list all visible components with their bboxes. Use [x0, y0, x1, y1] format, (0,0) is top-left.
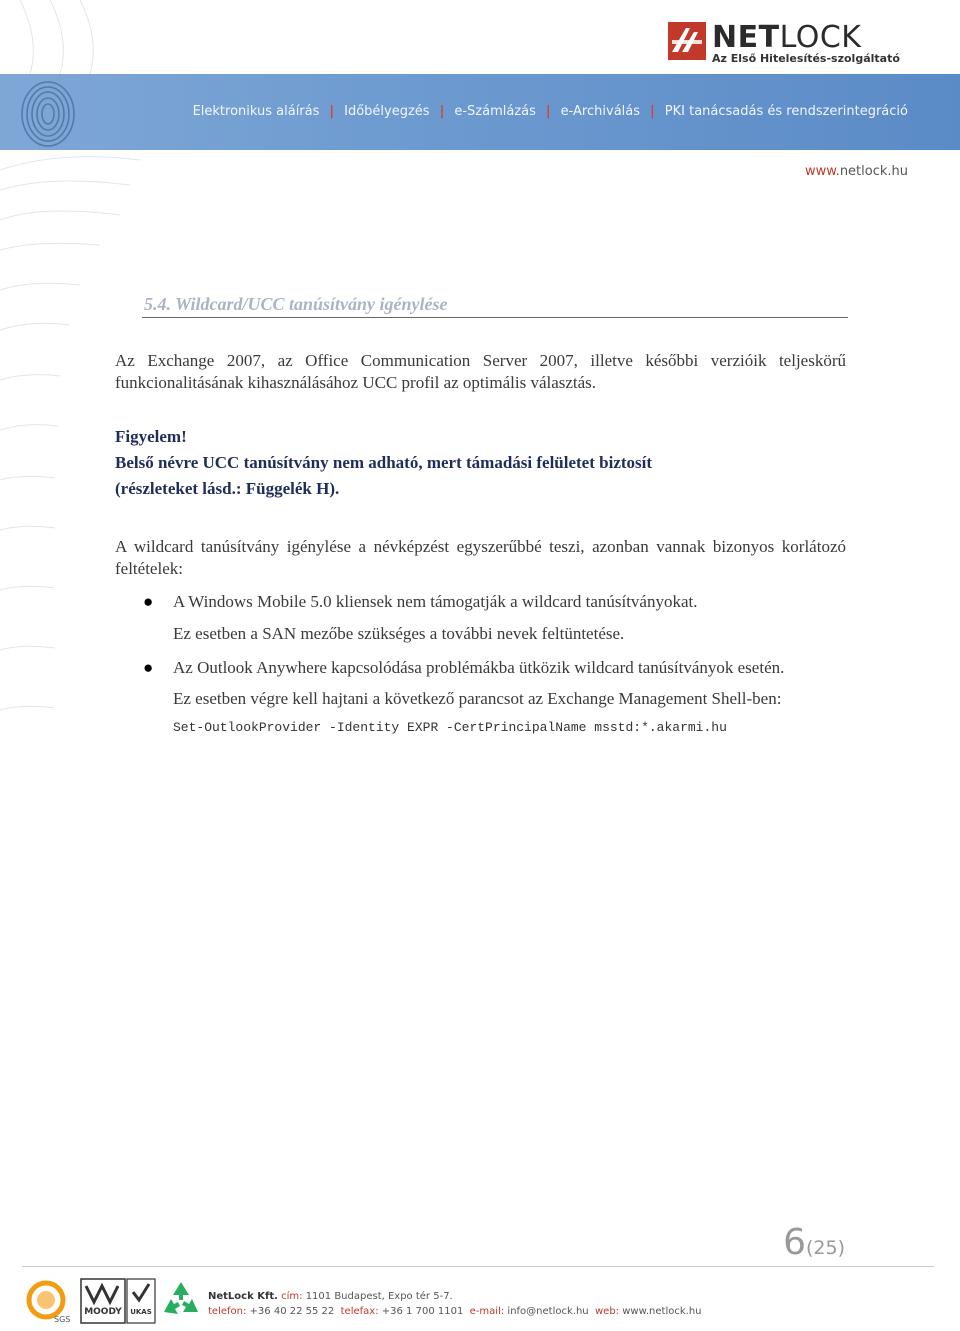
nav-separator: |	[545, 104, 551, 119]
warning-line-2: (részleteket lásd.: Függelék H).	[115, 479, 340, 498]
logo-subtitle: Az Első Hitelesítés-szolgáltató	[712, 52, 900, 65]
moody-certification-badge	[80, 1278, 126, 1324]
svg-text:MOODY: MOODY	[84, 1307, 122, 1317]
email-link[interactable]: info@netlock.hu	[507, 1306, 589, 1317]
web-link[interactable]: www.netlock.hu	[622, 1306, 702, 1317]
list-item-main: Az Outlook Anywhere kapcsolódása problémákba ütközik wildcard tanúsítványok esetén.	[173, 658, 785, 677]
website-link[interactable]: www.netlock.hu	[804, 164, 908, 179]
footer-divider	[22, 1266, 934, 1267]
nav-separator: |	[650, 104, 655, 119]
nav-item-e-signature[interactable]: Elektronikus aláírás	[192, 104, 320, 119]
list-item-sub: Ez esetben a SAN mezőbe szükséges a további nevek feltüntetése.	[173, 624, 625, 643]
bullet-icon: ●	[143, 658, 154, 677]
wildcard-paragraph: A wildcard tanúsítvány igénylése a névképzést egyszerűbbé teszi, azonban vannak bizonyos korlátozó feltételek:	[115, 537, 846, 578]
nav-separator: |	[439, 104, 445, 119]
logo-mark-icon	[668, 22, 706, 60]
nav-item-timestamp[interactable]: Időbélyegzés	[344, 104, 430, 119]
nav-separator: |	[329, 104, 335, 119]
recycle-icon	[158, 1278, 204, 1324]
section-divider	[142, 317, 848, 318]
footer-contact: NetLock Kft. cím: 1101 Budapest, Expo tér 5-7. telefon: +36 40 22 55 22 telefax: +36 1 700 1101 e-mail: info@netlock.hu web: www.netlock.hu	[208, 1291, 702, 1317]
warning-title: Figyelem!	[115, 427, 187, 446]
logo-wordmark: NETLOCK	[712, 20, 862, 55]
page-number: 6(25)	[783, 1222, 845, 1263]
nav-item-pki-consulting[interactable]: PKI tanácsadás és rendszerintegráció	[664, 104, 908, 119]
fingerprint-icon	[18, 78, 78, 148]
svg-text:SGS: SGS	[54, 1315, 71, 1324]
intro-paragraph: Az Exchange 2007, az Office Communication Server 2007, illetve későbbi verzióik teljeskörű funkcionalitásának kihasználásához UCC profil az optimális választás.	[115, 351, 846, 392]
command-code: Set-OutlookProvider -Identity EXPR -CertPrincipalName msstd:*.akarmi.hu	[173, 720, 727, 735]
sgs-certification-badge	[26, 1278, 72, 1324]
list-item-main: A Windows Mobile 5.0 kliensek nem támogatják a wildcard tanúsítványokat.	[173, 592, 698, 611]
nav-item-e-invoicing[interactable]: e-Számlázás	[454, 104, 536, 119]
list-item-sub: Ez esetben végre kell hajtani a következő parancsot az Exchange Management Shell-ben:	[173, 689, 782, 708]
header-nav	[193, 104, 908, 119]
nav-item-e-archiving[interactable]: e-Archiválás	[560, 104, 641, 119]
section-title: 5.4. Wildcard/UCC tanúsítvány igénylése	[144, 294, 448, 314]
netlock-logo	[668, 22, 908, 68]
warning-line-1: Belső névre UCC tanúsítvány nem adható, mert támadási felületet biztosít	[115, 453, 653, 472]
svg-text:UKAS: UKAS	[130, 1308, 152, 1316]
bullet-icon: ●	[143, 592, 154, 611]
